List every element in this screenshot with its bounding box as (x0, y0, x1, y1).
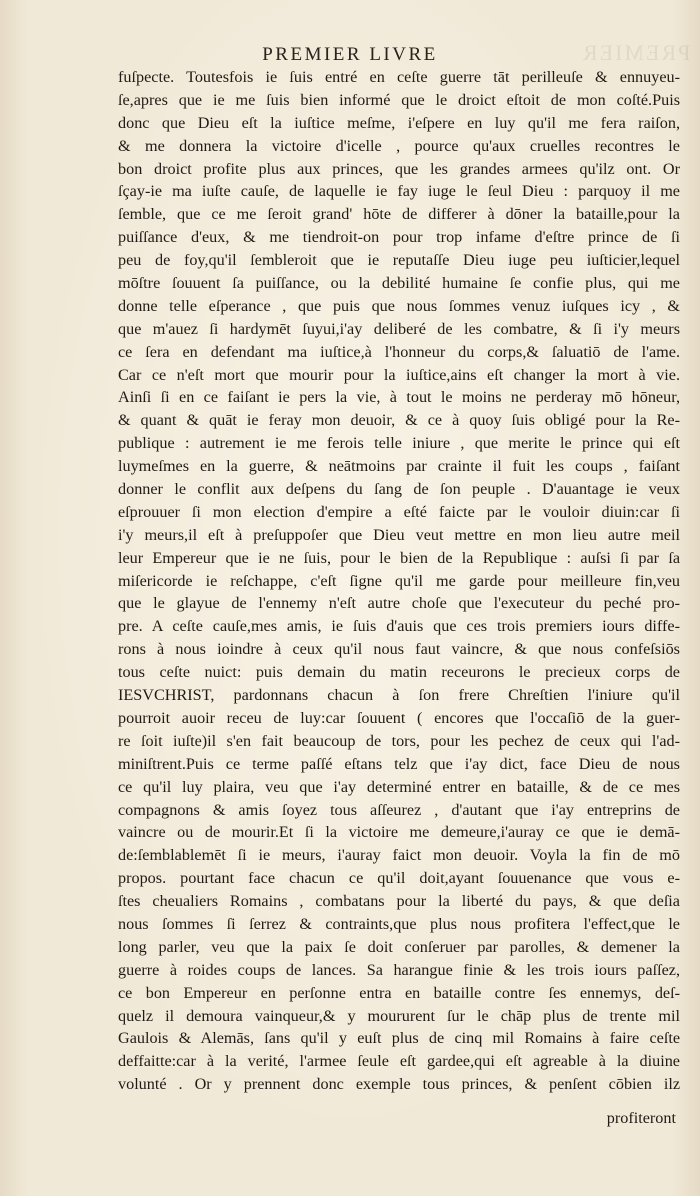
text-line: IESVCHRIST, pardonnans chacun à ſon frere Chreſtien l'iniure qu'il (118, 686, 680, 705)
text-line: & me donnera la victoire d'icelle , pource qu'aux cruelles recontres le (118, 136, 680, 155)
text-line: i'y meurs,il eſt à preſuppoſer que Dieu veut mettre en mon lieu autre meil (118, 525, 680, 544)
text-line: miſericorde ie reſchappe, c'eſt ſigne qu'il me garde pour meilleure fin,veu (118, 571, 680, 590)
text-line: miniſtrent.Puis ce terme paſſé eſtans telz que i'ay dict, face Dieu de nous (118, 754, 680, 773)
text-line: ce ſera en defendant ma iuſtice,à l'honneur du corps,& ſaluatiō de l'ame. (118, 342, 680, 361)
text-line: donner le conflit aux deſpens du ſang de ſon peuple . D'auantage ie veux (118, 480, 680, 499)
text-line: ſemble, que ce me ſeroit grand' hōte de differer à dōner la bataille,pour la (118, 205, 680, 224)
text-line: quelz il demoura vainqueur,& y moururent ſur le chāp plus de trente mil (118, 1006, 680, 1025)
catchword: profiteront (606, 1109, 676, 1127)
text-line: & quant & quāt ie feray mon deuoir, & ce à quoy ſuis obligé pour la Re- (118, 411, 680, 430)
text-line: ce bon Empereur en perſonne entra en bataille contre ſes ennemys, deſ- (118, 983, 680, 1002)
text-line: eſprouuer ſi mon election d'empire a eſté faicte par le vouloir diuin:car ſi (118, 502, 680, 521)
text-line: fuſpecte. Toutesfois ie ſuis entré en ceſte guerre tāt perilleuſe & ennuyeu- (118, 68, 680, 86)
text-line: vaincre ou de mourir.Et ſi la victoire me demeure,i'auray ce que ie demā- (118, 823, 680, 842)
text-line: de:ſemblablemēt ſi ie meurs, i'auray faict mon deuoir. Voyla la fin de mō (118, 846, 680, 865)
text-line: pourroit auoir receu de luy:car ſouuent ( encores que l'occaſiō de la guer- (118, 708, 680, 727)
text-line: ſçay-ie ma iuſte cauſe, de laquelle ie fay iuge le ſeul Dieu : parquoy il me (118, 182, 680, 201)
text-line: Car ce n'eſt mort que mourir pour la iuſtice,ains eſt changer la mort à vie. (118, 365, 680, 384)
text-line: rons à nous ioindre à ceux qu'il nous faut vaincre, & que nous confeſsiōs (118, 640, 680, 659)
show-through-text: PREMIER (580, 40, 690, 65)
text-line: volunté . Or y prennent donc exemple tous princes, & penſent cōbien ilz (118, 1075, 680, 1094)
text-line: re ſoit iuſte)il s'en fait beaucoup de tors, pour les pechez de ceux qui l'ad- (118, 731, 680, 750)
running-header: PREMIER LIVRE (262, 44, 438, 65)
text-line: tous ceſte nuict: puis demain du matin receurons le precieux corps de (118, 663, 680, 682)
text-line: donc que Dieu eſt la iuſtice meſme, i'eſpere en luy qu'il me fera raiſon, (118, 113, 680, 132)
body-text-block (118, 66, 680, 1096)
text-line: compagnons & amis ſoyez tous aſſeurez , d'autant que i'ay entreprins de (118, 800, 680, 819)
text-line: propos. pourtant face chacun ce qu'il doit,ayant ſouuenance que vous e- (118, 869, 680, 888)
text-line: ce qu'il luy plaira, veu que i'ay determiné entrer en bataille, & de ce mes (118, 777, 680, 796)
text-line: bon droict profite plus aux princes, que les grandes armees qu'ilz ont. Or (118, 159, 680, 178)
text-line: ſtes cheualiers Romains , combatans pour la liberté du pays, & que deſia (118, 892, 680, 911)
text-line: leur Empereur que ie ne ſuis, pour le bien de la Republique : auſsi ſi par ſa (118, 548, 680, 567)
text-line: puiſſance d'eux, & me tiendroit-on pour trop infame d'eſtre prince de ſi (118, 228, 680, 247)
text-line: donne telle eſperance , que puis que nous ſommes venuz iuſques icy , & (118, 296, 680, 315)
text-line: peu de foy,qu'il ſembleroit que ie reputaſſe Dieu iuge peu iuſticier,lequel (118, 251, 680, 270)
text-line: publique : autrement ie me ferois telle iniure , que merite le prince qui eſt (118, 434, 680, 453)
text-line: deffaitte:car à la verité, l'armee ſeule eſt gardee,qui eſt agreable à la diuine (118, 1052, 680, 1071)
text-line: ſe,apres que ie me ſuis bien informé que le droict eſtoit de mon coſté.Puis (118, 90, 680, 109)
text-line: Gaulois & Alemās, ſans qu'il y euſt plus de cinq mil Romains à faire ceſte (118, 1029, 680, 1048)
text-line: guerre à roides coups de lances. Sa harangue finie & les trois iours paſſez, (118, 960, 680, 979)
text-line: Ainſi ſi en ce faiſant ie pers la vie, à tout le moins ne perderay mō hōneur, (118, 388, 680, 407)
text-line: mōſtre ſouuent ſa puiſſance, ou la debilité humaine ſe confie plus, qui me (118, 274, 680, 293)
text-line: que le glayue de l'ennemy n'eſt autre choſe que l'executeur du peché pro- (118, 594, 680, 613)
text-line: nous ſommes ſi ſerrez & contraints,que plus nous profitera l'effect,que le (118, 914, 680, 933)
text-line: long parler, veu que la paix ſe doit conſeruer par parolles, & demener la (118, 937, 680, 956)
text-line: luymeſmes en la guerre, & neātmoins par crainte il fuit les coups , faiſant (118, 457, 680, 476)
text-line: pre. A ceſte cauſe,mes amis, ie ſuis d'auis que ces trois premiers iours diffe- (118, 617, 680, 636)
text-line: que m'auez ſi hardymēt ſuyui,i'ay deliberé de les combatre, & ſi i'y meurs (118, 319, 680, 338)
